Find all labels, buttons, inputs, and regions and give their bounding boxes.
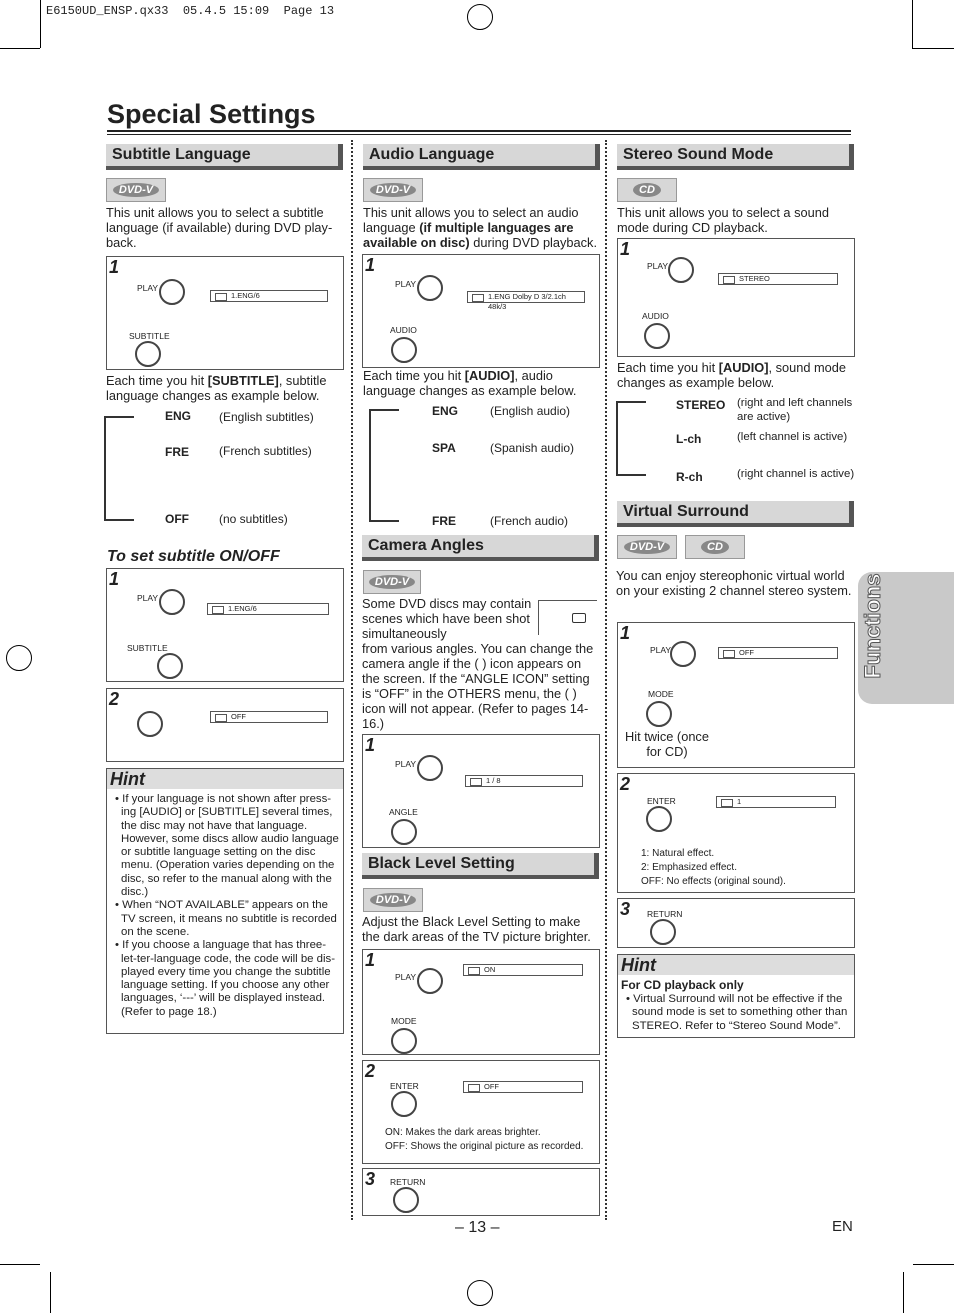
audio-desc: Each time you hit [AUDIO], audio language changes as example below. xyxy=(363,368,577,398)
stereo-intro: This unit allows you to select a sound mode during CD playback. xyxy=(617,205,829,235)
hint-box-right xyxy=(617,954,855,1038)
display-readout: ON xyxy=(463,964,583,976)
black-note: ON: Makes the dark areas brighter. xyxy=(385,1127,541,1138)
audio-option-desc: (French audio) xyxy=(490,514,569,528)
hint-subtitle: For CD playback only xyxy=(621,978,744,992)
subtitle-button[interactable] xyxy=(157,653,183,679)
virtual-surround-header: Virtual Surround xyxy=(617,501,854,527)
enter-button-label: ENTER xyxy=(390,1081,419,1091)
camera-icon xyxy=(572,613,586,623)
play-button[interactable] xyxy=(159,589,185,615)
mode-button[interactable] xyxy=(391,1028,417,1054)
play-label: PLAY xyxy=(395,279,417,289)
stereo-option-code: R-ch xyxy=(676,470,703,484)
black-note: OFF: Shows the original picture as recorded. xyxy=(385,1141,584,1152)
enter-button[interactable] xyxy=(391,1091,417,1117)
step-number: 1 xyxy=(620,239,631,259)
crop-mark xyxy=(912,0,913,48)
language-code: EN xyxy=(832,1218,853,1235)
stereo-step1-panel xyxy=(617,238,855,357)
audio-button[interactable] xyxy=(391,337,417,363)
hint-box-left xyxy=(106,768,344,1034)
subtitle-option-code: FRE xyxy=(165,445,189,459)
display-readout: 1.ENG/6 xyxy=(210,290,328,302)
virtual-intro: You can enjoy stereophonic virtual world on your existing 2 channel stereo system. xyxy=(616,568,852,598)
audio-option-code: SPA xyxy=(432,441,456,455)
play-button[interactable] xyxy=(670,641,696,667)
crop-mark xyxy=(903,1272,904,1313)
cycle-line xyxy=(616,401,618,475)
camera-angles-header: Camera Angles xyxy=(362,535,599,561)
hint-title: Hint xyxy=(618,955,854,975)
display-readout: 1.ENG Dolby D 3/2.1ch 48k/3 xyxy=(467,291,585,303)
cycle-line xyxy=(104,416,134,418)
dvd-disc-icon: DVD-V xyxy=(617,535,677,559)
subtitle-step1-panel xyxy=(106,256,344,370)
play-button[interactable] xyxy=(668,257,694,283)
page-number: – 13 – xyxy=(455,1219,500,1236)
functions-tab-label: Functions xyxy=(860,573,885,679)
audio-button[interactable] xyxy=(644,323,670,349)
hint-item: • If your language is not shown after press-ing [AUDIO] or [SUBTITLE] several times, the disc may not have that language. However, some discs allow audio language or subtitle language setting on the disc menu. (Operation varies depending on the disc, so refer to the manual along with the disc.) xyxy=(115,793,339,899)
subtitle-onoff-title: To set subtitle ON/OFF xyxy=(107,548,280,565)
stereo-option-desc: (right and left channels are active) xyxy=(737,397,853,423)
crop-mark xyxy=(912,48,954,49)
step-number: 1 xyxy=(365,735,376,755)
subtitle-language-header: Subtitle Language xyxy=(106,144,343,170)
cycle-line xyxy=(616,401,646,403)
step-number: 1 xyxy=(365,950,376,970)
subtitle-intro: This unit allows you to select a subtitle language (if available) during DVD play-back. xyxy=(106,205,333,250)
enter-button[interactable] xyxy=(646,806,672,832)
display-readout: OFF xyxy=(210,711,328,723)
camera-text-2: from various angles. You can change the camera angle if the ( ) icon appears on the screen. If the “ANGLE ICON” setting is “OFF” in the OTHERS menu, the ( ) icon will not appear. (Refer to pages 14-16.) xyxy=(362,641,594,731)
virtual-step2-panel xyxy=(617,773,855,893)
play-label: PLAY xyxy=(137,283,159,293)
audio-option-desc: (English audio) xyxy=(490,404,571,418)
display-readout: 1 xyxy=(716,796,836,808)
return-button[interactable] xyxy=(650,919,676,945)
subtitle-option-desc: (no subtitles) xyxy=(219,512,288,526)
play-label: PLAY xyxy=(650,645,672,655)
black-step3-panel xyxy=(362,1168,600,1216)
cycle-line xyxy=(369,409,399,411)
subtitle-button[interactable] xyxy=(137,711,163,737)
page-title: Special Settings xyxy=(107,99,316,129)
step-number: 2 xyxy=(620,774,631,794)
return-button[interactable] xyxy=(393,1187,419,1213)
crop-mark xyxy=(0,1264,40,1265)
hint-item: • Virtual Surround will not be effective if the sound mode is set to something other than STEREO. Refer to “Stereo Sound Mode”. xyxy=(626,993,848,1032)
play-label: PLAY xyxy=(395,759,417,769)
subtitle-option-desc: (French subtitles) xyxy=(219,444,312,458)
dvd-disc-icon: DVD-V xyxy=(363,178,423,202)
cycle-line xyxy=(616,474,646,476)
subtitle-option-code: ENG xyxy=(165,409,192,423)
title-rule-thin xyxy=(107,134,851,135)
display-readout: STEREO xyxy=(718,273,838,285)
black-level-header: Black Level Setting xyxy=(362,853,599,879)
black-step2-panel xyxy=(362,1060,600,1164)
play-button[interactable] xyxy=(417,275,443,301)
display-readout: OFF xyxy=(463,1081,583,1093)
camera-step1-panel xyxy=(362,734,600,848)
audio-option-code: ENG xyxy=(432,404,459,418)
return-button-label: RETURN xyxy=(390,1177,426,1187)
dvd-disc-icon: DVD-V xyxy=(363,570,421,594)
angle-button-label: ANGLE xyxy=(389,807,418,817)
audio-option-desc: (Spanish audio) xyxy=(490,441,575,455)
step-number: 3 xyxy=(620,899,631,919)
crop-mark xyxy=(0,48,40,49)
black-intro: Adjust the Black Level Setting to make the dark areas of the TV picture brighter. xyxy=(362,914,591,944)
dvd-disc-icon: DVD-V xyxy=(106,178,166,202)
mode-button-label: MODE xyxy=(391,1016,417,1026)
step-number: 3 xyxy=(365,1169,376,1189)
registration-mark xyxy=(467,4,493,30)
stereo-sound-mode-header: Stereo Sound Mode xyxy=(617,144,854,170)
column-divider xyxy=(605,140,607,1220)
display-readout: 1 / 8 xyxy=(465,775,583,787)
cd-disc-icon: CD xyxy=(617,178,677,202)
cycle-line xyxy=(104,519,134,521)
step-number: 1 xyxy=(109,569,120,589)
hint-item: • When “NOT AVAILABLE” appears on the TV screen, it means no subtitle is recorded on the scene. xyxy=(115,899,337,938)
subtitle-desc: Each time you hit [SUBTITLE], subtitle language changes as example below. xyxy=(106,373,327,403)
registration-mark xyxy=(467,1280,493,1306)
play-label: PLAY xyxy=(395,972,417,982)
step-number: 1 xyxy=(620,623,631,643)
virtual-step1-note: Hit twice (once for CD) xyxy=(625,729,709,759)
cycle-line xyxy=(369,409,371,521)
stereo-desc: Each time you hit [AUDIO], sound mode changes as example below. xyxy=(617,360,847,390)
cycle-line xyxy=(104,416,106,520)
subtitle-button[interactable] xyxy=(135,341,161,367)
cycle-line xyxy=(369,520,399,522)
column-divider xyxy=(351,140,353,1220)
mode-button-label: MODE xyxy=(648,689,674,699)
subtitle-option-desc: (English subtitles) xyxy=(219,410,314,424)
display-readout: 1.ENG/6 xyxy=(207,603,329,615)
hint-title: Hint xyxy=(107,769,343,789)
title-rule xyxy=(107,130,851,132)
stereo-option-code: STEREO xyxy=(676,398,726,412)
virtual-step1-panel xyxy=(617,622,855,768)
subtitle-onoff-step1-panel xyxy=(106,568,344,682)
audio-button-label: AUDIO xyxy=(642,311,669,321)
audio-intro: This unit allows you to select an audio language (if multiple languages are available on disc) during DVD playback. xyxy=(363,205,598,250)
crop-mark xyxy=(50,1272,51,1313)
virtual-note: 2: Emphasized effect. xyxy=(641,862,737,873)
stereo-option-desc: (left channel is active) xyxy=(737,431,848,443)
crop-mark xyxy=(40,0,41,48)
subtitle-option-code: OFF xyxy=(165,512,189,526)
virtual-step3-panel xyxy=(617,898,855,948)
subtitle-button-label: SUBTITLE xyxy=(129,331,170,341)
play-label: PLAY xyxy=(137,593,159,603)
registration-mark xyxy=(6,645,32,671)
step-number: 1 xyxy=(109,257,120,277)
return-button-label: RETURN xyxy=(647,909,683,919)
black-step1-panel xyxy=(362,949,600,1055)
camera-icon-box xyxy=(538,600,597,635)
audio-button-label: AUDIO xyxy=(390,325,417,335)
file-meta: E6150UD_ENSP.qx33 05.4.5 15:09 Page 13 xyxy=(46,4,335,18)
enter-button-label: ENTER xyxy=(647,796,676,806)
audio-option-code: FRE xyxy=(432,514,456,528)
audio-language-header: Audio Language xyxy=(363,144,600,170)
step-number: 2 xyxy=(109,689,120,709)
stereo-option-desc: (right channel is active) xyxy=(737,468,855,480)
audio-step1-panel xyxy=(362,254,600,368)
stereo-option-code: L-ch xyxy=(676,432,702,446)
hint-item: • If you choose a language that has three-let-ter-language code, the code will be dis-played every time you change the subtitle language setting. If you choose any other languages, ‘---’ will be displayed instead. (Refer to page 18.) xyxy=(115,939,336,1018)
step-number: 2 xyxy=(365,1061,376,1081)
mode-button[interactable] xyxy=(646,701,672,727)
display-readout: OFF xyxy=(718,647,838,659)
subtitle-button-label: SUBTITLE xyxy=(127,643,168,653)
camera-text-1: Some DVD discs may contain scenes which have been shot simultaneously xyxy=(362,596,532,641)
play-label: PLAY xyxy=(647,261,669,271)
dvd-disc-icon: DVD-V xyxy=(363,888,423,912)
play-button[interactable] xyxy=(417,968,443,994)
crop-mark xyxy=(913,1264,954,1265)
subtitle-onoff-step2-panel xyxy=(106,688,344,762)
play-button[interactable] xyxy=(159,279,185,305)
virtual-note: 1: Natural effect. xyxy=(641,848,715,859)
cd-disc-icon: CD xyxy=(685,535,745,559)
angle-button[interactable] xyxy=(391,819,417,845)
play-button[interactable] xyxy=(417,755,443,781)
step-number: 1 xyxy=(365,255,376,275)
virtual-note: OFF: No effects (original sound). xyxy=(641,876,786,887)
